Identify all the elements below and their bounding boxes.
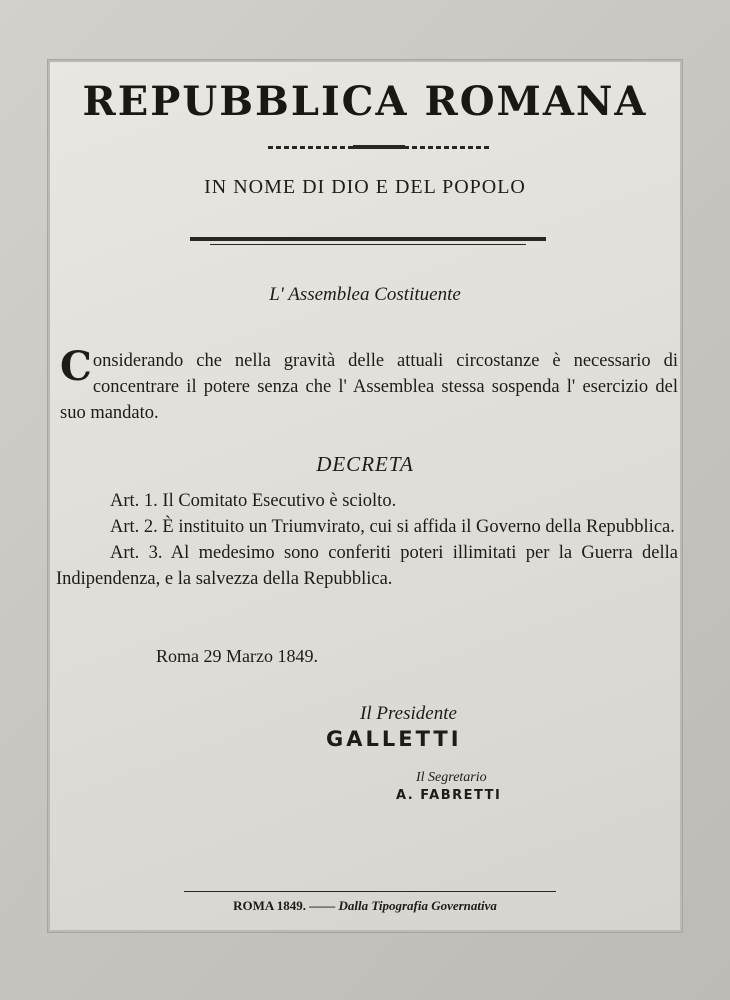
drop-cap: C (60, 343, 92, 390)
document-subtitle: IN NOME DI DIO E DEL POPOLO (204, 176, 526, 198)
decree-sheet (48, 60, 682, 932)
date-line: Roma 29 Marzo 1849. (156, 646, 318, 666)
ornamental-rule (268, 146, 490, 149)
footer-rule (184, 891, 556, 892)
articles-list (56, 488, 678, 592)
secretary-label: Il Segretario (416, 770, 487, 785)
article-3: Art. 3. Al medesimo sono conferiti poteri illimitati per la Guerra della Indipendenza, e la salvezza della Repubblica. (56, 543, 678, 589)
footer-printer: —— Dalla Tipografia Governativa (309, 898, 497, 913)
document-title: REPUBBLICA ROMANA (82, 78, 648, 125)
president-name: GALLETTI (326, 727, 462, 751)
article-2: Art. 2. È instituito un Triumvirato, cui si affida il Governo della Repubblica. (110, 517, 675, 537)
secretary-name: A. FABRETTI (396, 788, 502, 803)
footer-place: ROMA 1849. (233, 898, 307, 913)
decree-heading: DECRETA (316, 452, 414, 476)
preamble-paragraph (60, 343, 678, 426)
printer-footer (48, 898, 682, 914)
preamble-text: onsiderando che nella gravità delle attuali circostanze è necessario di concentrare il potere senza che l' Assemblea stessa sospenda l' esercizio del suo mandato. (60, 351, 678, 423)
article-1: Art. 1. Il Comitato Esecutivo è sciolto. (110, 491, 397, 511)
president-label: Il Presidente (360, 703, 457, 724)
heavy-rule (190, 237, 546, 241)
assembly-heading: L' Assemblea Costituente (269, 284, 461, 305)
thin-rule (210, 244, 526, 245)
